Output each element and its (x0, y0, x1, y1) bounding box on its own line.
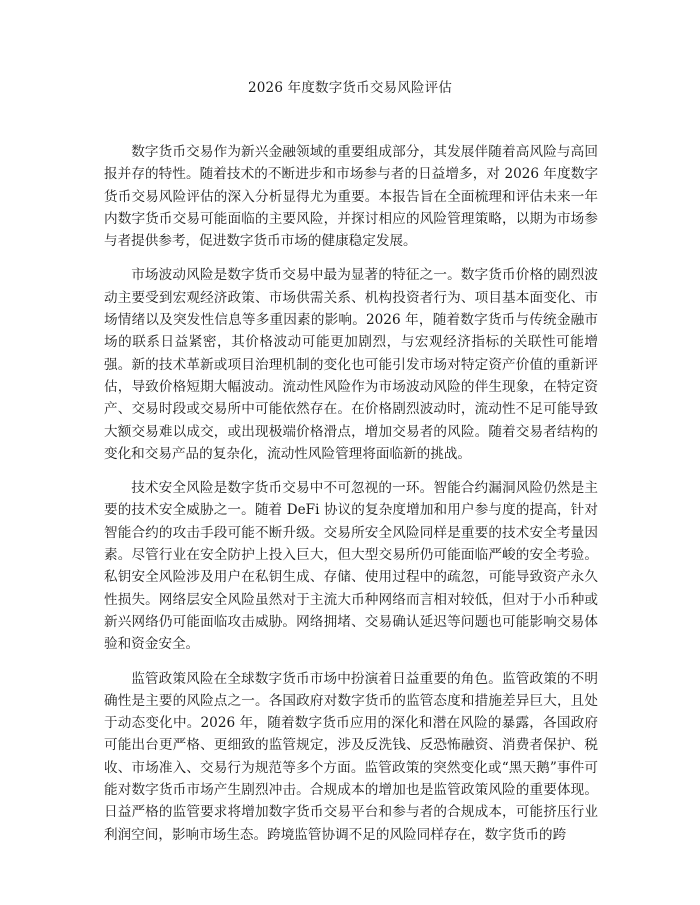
document-body (104, 141, 598, 858)
paragraph-technical-security-risk: 技术安全风险是数字货币交易中不可忽视的一环。智能合约漏洞风险仍然是主要的技术安全威胁之一。随着 DeFi 协议的复杂度增加和用户参与度的提高，针对智能合约的攻击手段可能不断升级。交易所安全风险同样是重要的技术安全考量因素。尽管行业在安全防护上投入巨大，但大型交易所仍可能面临严峻的安全考验。私钥安全风险涉及用户在私钥生成、存储、使用过程中的疏忽，可能导致资产永久性损失。网络层安全风险虽然对于主流大币种网络而言相对较低，但对于小币种或新兴网络仍可能面临攻击威胁。网络拥堵、交易确认延迟等问题也可能影响交易体验和资金安全。 (104, 480, 598, 653)
paragraph-market-volatility-risk: 市场波动风险是数字货币交易中最为显著的特征之一。数字货币价格的剧烈波动主要受到宏观经济政策、市场供需关系、机构投资者行为、项目基本面变化、市场情绪以及突发性信息等多重因素的影响。2026 年，随着数字货币与传统金融市场的联系日益紧密，其价格波动可能更加剧烈，与宏观经济指标的关联性可能增强。新的技术革新或项目治理机制的变化也可能引发市场对特定资产价值的重新评估，导致价格短期大幅波动。流动性风险作为市场波动风险的伴生现象，在特定资产、交易时段或交易所中可能依然存在。在价格剧烈波动时，流动性不足可能导致大额交易难以成交，或出现极端价格滑点，增加交易者的风险。随着交易者结构的变化和交易产品的复杂化，流动性风险管理将面临新的挑战。 (104, 267, 598, 462)
paragraph-introduction: 数字货币交易作为新兴金融领域的重要组成部分，其发展伴随着高风险与高回报并存的特性。随着技术的不断进步和市场参与者的日益增多，对 2026 年度数字货币交易风险评估的深入分析显得尤为重要。本报告旨在全面梳理和评估未来一年内数字货币交易可能面临的主要风险，并探讨相应的风险管理策略，以期为市场参与者提供参考，促进数字货币市场的健康稳定发展。 (104, 144, 598, 250)
paragraph-regulatory-policy-risk: 监管政策风险在全球数字货币市场中扮演着日益重要的角色。监管政策的不明确性是主要的风险点之一。各国政府对数字货币的监管态度和措施差异巨大，且处于动态变化中。2026 年，随着数字货币应用的深化和潜在风险的暴露，各国政府可能出台更严格、更细致的监管规定，涉及反洗钱、反恐怖融资、消费者保护、税收、市场准入、交易行为规范等多个方面。监管政策的突然变化或“黑天鹅”事件可能对数字货币市场产生剧烈冲击。合规成本的增加也是监管政策风险的重要体现。日益严格的监管要求将增加数字货币交易平台和参与者的合规成本，可能挤压行业利润空间，影响市场生态。跨境监管协调不足的风险同样存在，数字货币的跨 (104, 670, 598, 843)
document-title: 2026 年度数字货币交易风险评估 (247, 80, 453, 96)
